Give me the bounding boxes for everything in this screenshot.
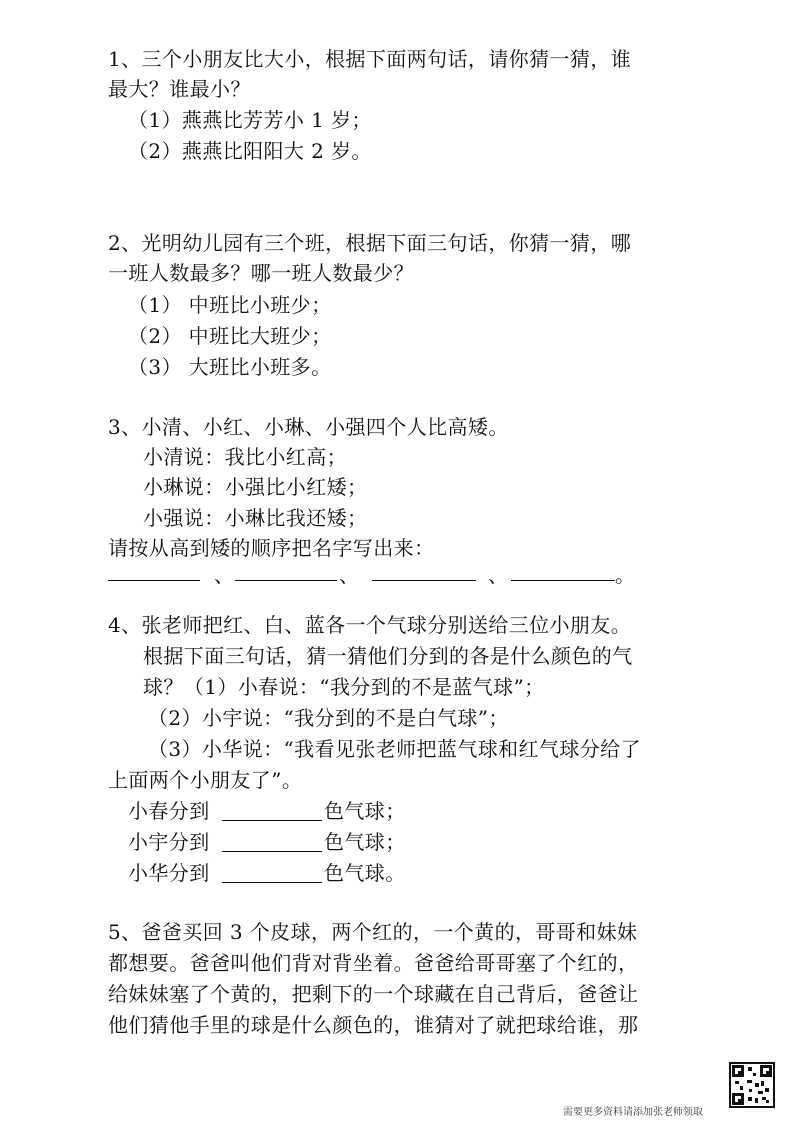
q2-condition-3: （3） 大班比小班多。 (128, 355, 332, 379)
footer-note: 需要更多资料请添加张老师领取 (563, 1107, 703, 1118)
q2-condition-1: （1） 中班比小班少； (128, 293, 332, 317)
q4-line-2: 根据下面三句话，猜一猜他们分到的各是什么颜色的气 (143, 644, 633, 668)
q2-line-1: 2、光明幼儿园有三个班，根据下面三句话，你猜一猜，哪 (108, 231, 632, 255)
q4-line-5: （3）小华说：“我看见张老师把蓝气球和红气球分给了 (148, 737, 641, 761)
q5-line-1: 5、爸爸买回 3 个皮球，两个红的，一个黄的，哥哥和妹妹 (108, 920, 638, 944)
q4-line-4: （2）小宇说：“我分到的不是白气球”； (148, 706, 509, 730)
q4-answer-blank-1[interactable] (222, 820, 322, 821)
q4-answer-suffix-2: 色气球； (324, 830, 406, 854)
q5-line-4: 他们猜他手里的球是什么颜色的，谁猜对了就把球给谁，那 (108, 1013, 639, 1037)
q4-answer-blank-2[interactable] (222, 851, 322, 852)
q3-answer-blank-3[interactable] (372, 580, 476, 581)
q1-condition-2: （2）燕燕比阳阳大 2 岁。 (128, 139, 372, 163)
q3-end-mark: 。 (615, 563, 635, 587)
q3-separator-1: 、 (214, 563, 234, 587)
q4-answer-suffix-3: 色气球。 (324, 861, 406, 885)
q3-separator-2: 、 (339, 563, 359, 587)
q2-line-2: 一班人数最多？哪一班人数最少？ (108, 261, 414, 285)
q4-answer-label-2: 小宇分到 (128, 830, 210, 854)
qr-code-icon (729, 1062, 775, 1108)
q2-condition-2: （2） 中班比大班少； (128, 324, 332, 348)
q4-answer-label-1: 小春分到 (128, 799, 210, 823)
q3-answer-blank-2[interactable] (235, 580, 337, 581)
q1-line-1: 1、三个小朋友比大小，根据下面两句话，请你猜一猜，谁 (108, 47, 632, 71)
q3-answer-blank-4[interactable] (511, 580, 615, 581)
q3-statement-3: 小强说：小琳比我还矮； (143, 506, 368, 530)
q3-instruction: 请按从高到矮的顺序把名字写出来： (108, 536, 435, 560)
q1-line-2: 最大？谁最小？ (108, 77, 251, 101)
q1-condition-1: （1）燕燕比芳芳小 1 岁； (128, 108, 372, 132)
q4-line-6: 上面两个小朋友了”。 (108, 768, 303, 792)
q3-line-1: 3、小清、小红、小琳、小强四个人比高矮。 (108, 415, 509, 439)
q4-line-1: 4、张老师把红、白、蓝各一个气球分别送给三位小朋友。 (108, 613, 632, 637)
q3-statement-2: 小琳说：小强比小红矮； (143, 475, 368, 499)
q4-answer-label-3: 小华分到 (128, 861, 210, 885)
q5-line-2: 都想要。爸爸叫他们背对背坐着。爸爸给哥哥塞了个红的， (108, 951, 639, 975)
q5-line-3: 给妹妹塞了个黄的，把剩下的一个球藏在自己背后，爸爸让 (108, 982, 639, 1006)
q3-statement-1: 小清说：我比小红高； (143, 445, 347, 469)
q3-separator-3: 、 (488, 563, 508, 587)
q4-answer-suffix-1: 色气球； (324, 799, 406, 823)
q4-line-3: 球？（1）小春说：“我分到的不是蓝气球”； (143, 675, 545, 699)
q4-answer-blank-3[interactable] (222, 882, 322, 883)
q3-answer-blank-1[interactable] (108, 580, 200, 581)
